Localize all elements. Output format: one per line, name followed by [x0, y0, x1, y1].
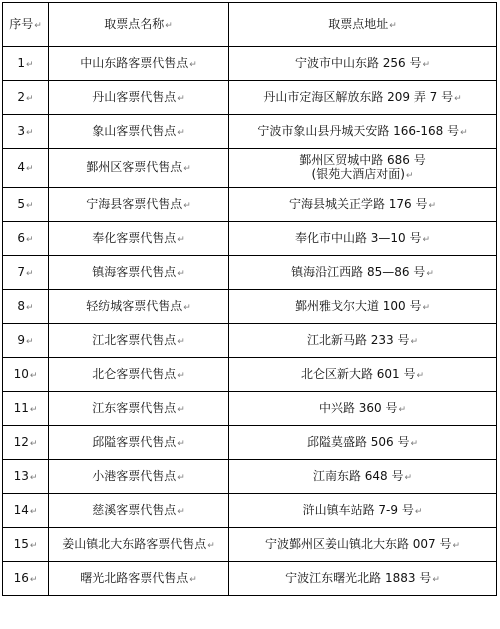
table-row	[3, 562, 497, 596]
cell-outlet-address: 宁波市中山东路 256 号↵	[229, 47, 497, 81]
cell-no: 1↵	[3, 47, 49, 81]
table-row	[3, 392, 497, 426]
cell-outlet-name: 慈溪客票代售点↵	[49, 494, 229, 528]
cell-outlet-address: 鄞州雅戈尔大道 100 号↵	[229, 290, 497, 324]
cell-outlet-name: 奉化客票代售点↵	[49, 222, 229, 256]
cell-no: 8↵	[3, 290, 49, 324]
cell-outlet-address: 宁波江东曙光北路 1883 号↵	[229, 562, 497, 596]
cell-outlet-name: 邱隘客票代售点↵	[49, 426, 229, 460]
ticket-outlet-table	[2, 2, 497, 596]
cell-outlet-name: 姜山镇北大东路客票代售点↵	[49, 528, 229, 562]
cell-outlet-address: 江南东路 648 号↵	[229, 460, 497, 494]
table-row	[3, 81, 497, 115]
cell-outlet-address: 邱隘莫盛路 506 号↵	[229, 426, 497, 460]
cell-outlet-address: 北仑区新大路 601 号↵	[229, 358, 497, 392]
cell-outlet-address: 奉化市中山路 3—10 号↵	[229, 222, 497, 256]
cell-outlet-name: 江东客票代售点↵	[49, 392, 229, 426]
cell-no: 11↵	[3, 392, 49, 426]
cell-no: 14↵	[3, 494, 49, 528]
table-row	[3, 149, 497, 188]
table-row	[3, 188, 497, 222]
cell-outlet-name: 丹山客票代售点↵	[49, 81, 229, 115]
cell-outlet-name: 北仑客票代售点↵	[49, 358, 229, 392]
cell-no: 10↵	[3, 358, 49, 392]
cell-no: 6↵	[3, 222, 49, 256]
cell-outlet-name: 镇海客票代售点↵	[49, 256, 229, 290]
cell-no: 5↵	[3, 188, 49, 222]
cell-no: 7↵	[3, 256, 49, 290]
cell-outlet-name: 江北客票代售点↵	[49, 324, 229, 358]
table-body	[3, 47, 497, 596]
cell-outlet-address: 宁波市象山县丹城天安路 166-168 号↵	[229, 115, 497, 149]
cell-outlet-name: 象山客票代售点↵	[49, 115, 229, 149]
table-header-row	[3, 3, 497, 47]
cell-outlet-name: 曙光北路客票代售点↵	[49, 562, 229, 596]
header-name: 取票点名称↵	[49, 3, 229, 47]
table-row	[3, 528, 497, 562]
table-row	[3, 426, 497, 460]
header-address: 取票点地址↵	[229, 3, 497, 47]
cell-outlet-name: 小港客票代售点↵	[49, 460, 229, 494]
cell-no: 4↵	[3, 149, 49, 188]
cell-outlet-address: 丹山市定海区解放东路 209 弄 7 号↵	[229, 81, 497, 115]
table-row	[3, 47, 497, 81]
cell-no: 2↵	[3, 81, 49, 115]
table-row	[3, 256, 497, 290]
cell-outlet-name: 宁海县客票代售点↵	[49, 188, 229, 222]
cell-outlet-address: 中兴路 360 号↵	[229, 392, 497, 426]
cell-outlet-address: 宁波鄞州区姜山镇北大东路 007 号↵	[229, 528, 497, 562]
table-row	[3, 115, 497, 149]
cell-no: 15↵	[3, 528, 49, 562]
cell-outlet-name: 中山东路客票代售点↵	[49, 47, 229, 81]
cell-no: 12↵	[3, 426, 49, 460]
cell-outlet-name: 鄞州区客票代售点↵	[49, 149, 229, 188]
cell-no: 9↵	[3, 324, 49, 358]
cell-outlet-name: 轻纺城客票代售点↵	[49, 290, 229, 324]
cell-no: 16↵	[3, 562, 49, 596]
cell-outlet-address: 镇海沿江西路 85—86 号↵	[229, 256, 497, 290]
table-row	[3, 494, 497, 528]
header-no: 序号↵	[3, 3, 49, 47]
table-row	[3, 222, 497, 256]
cell-outlet-address: 宁海县城关正学路 176 号↵	[229, 188, 497, 222]
table-row	[3, 460, 497, 494]
cell-outlet-address: 鄞州区贸城中路 686 号 (银苑大酒店对面)↵	[229, 149, 497, 188]
cell-no: 3↵	[3, 115, 49, 149]
cell-no: 13↵	[3, 460, 49, 494]
table-row	[3, 324, 497, 358]
cell-outlet-address: 浒山镇车站路 7-9 号↵	[229, 494, 497, 528]
cell-outlet-address: 江北新马路 233 号↵	[229, 324, 497, 358]
table-row	[3, 290, 497, 324]
table-row	[3, 358, 497, 392]
